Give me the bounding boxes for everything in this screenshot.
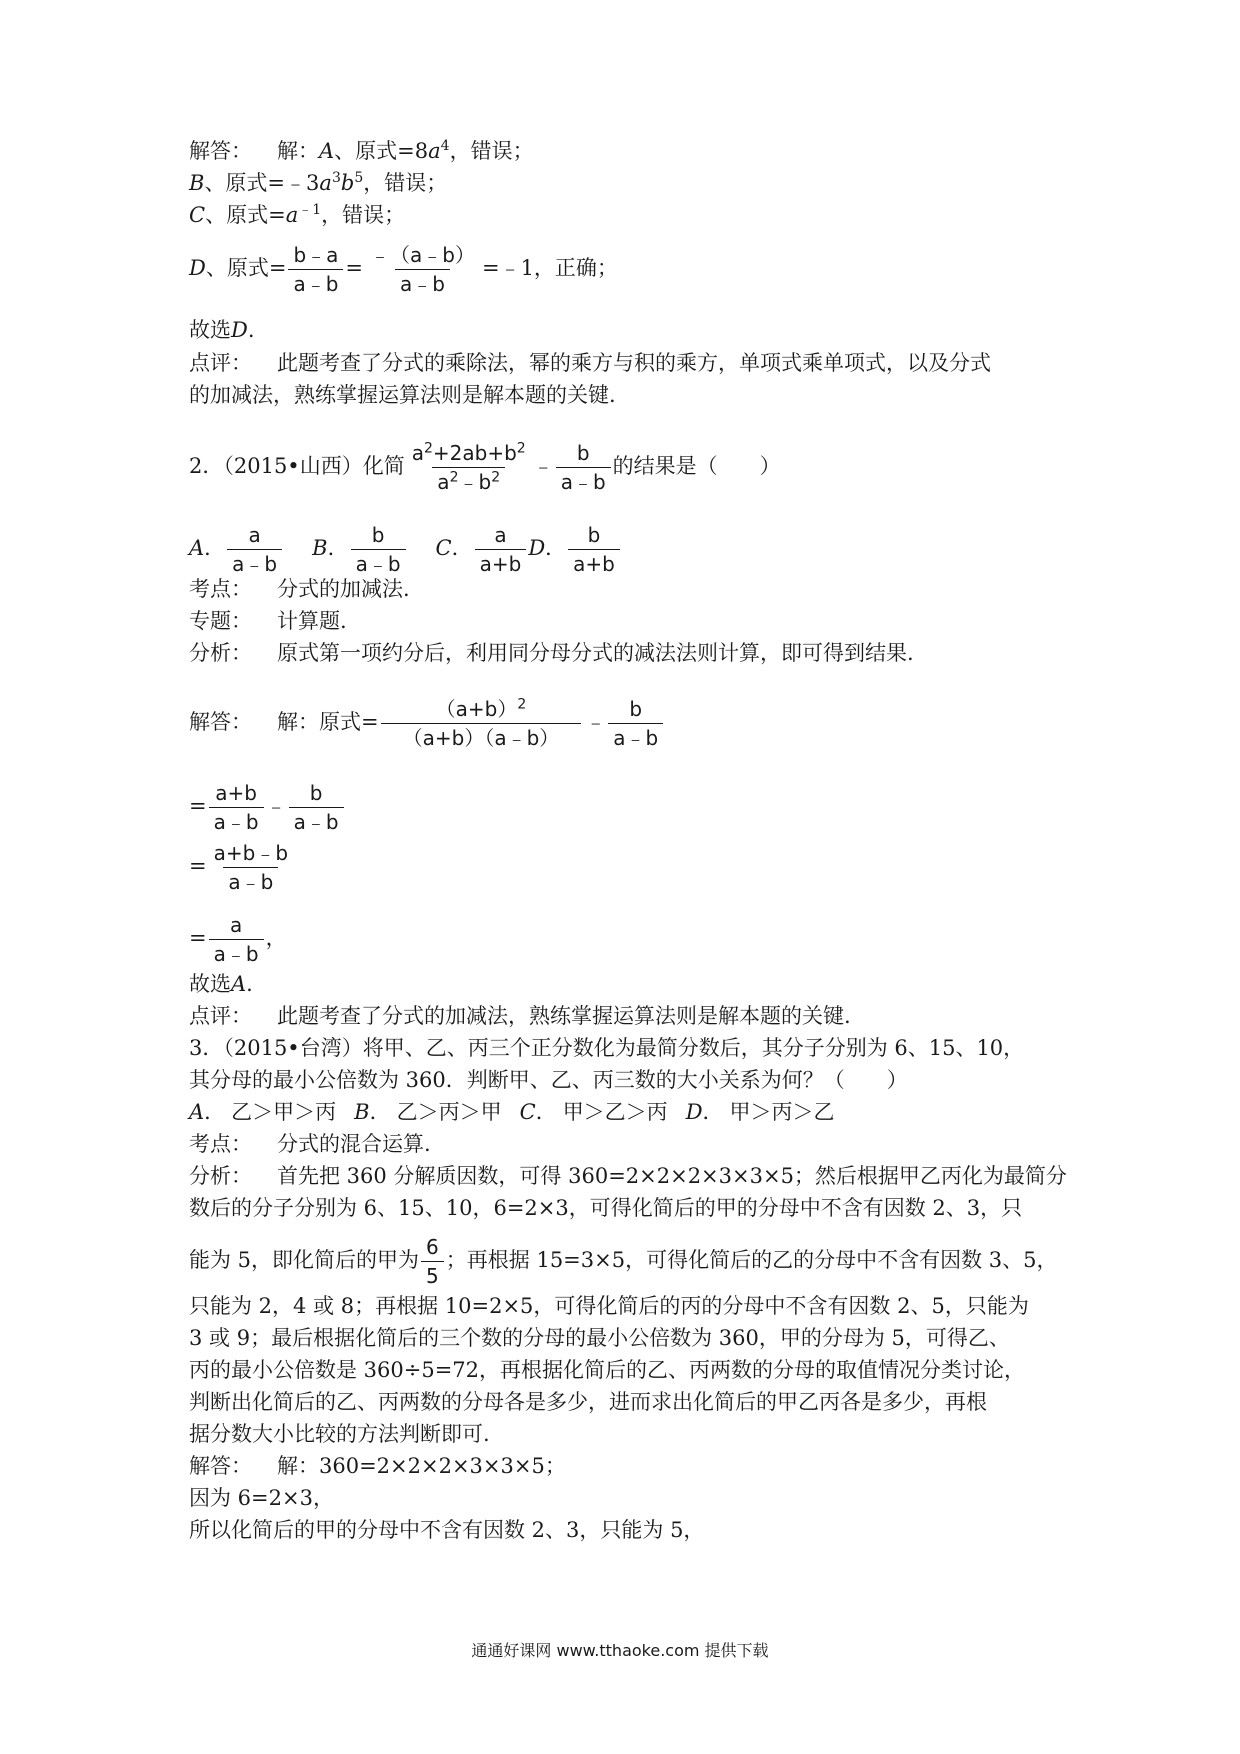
option-letter: B	[312, 536, 328, 560]
term: （a+b）	[435, 697, 518, 721]
denominator: a﹣b	[209, 939, 264, 967]
numerator: b	[309, 781, 323, 805]
variable: a	[319, 171, 332, 195]
option-letter: D	[685, 1100, 703, 1124]
zhuanti-label: 专题：	[189, 609, 252, 633]
numerator: b	[587, 523, 601, 547]
comment-text: 此题考查了分式的加减法，熟练掌握运算法则是解本题的关键.	[277, 1004, 851, 1028]
kaodian-text: 分式的加减法.	[277, 577, 410, 601]
numerator: b﹣a	[293, 243, 339, 267]
q1-comment-line2	[189, 380, 616, 410]
fenxi-text: 3 或 9；最后根据化简后的三个数的分母的最小公倍数为 360，甲的分母为 5，可得乙、	[189, 1326, 1010, 1350]
fraction	[407, 440, 531, 495]
kaodian-label: 考点：	[189, 577, 252, 601]
jieda-text: 解：360=2×2×2×3×3×5；	[277, 1454, 566, 1478]
denominator	[432, 467, 505, 495]
q3-fenxi-line4	[189, 1291, 1029, 1321]
option-b-text: 乙＞丙＞甲	[396, 1100, 502, 1124]
q1-answer-line-d	[189, 242, 618, 297]
fenxi-label: 分析：	[189, 1164, 252, 1188]
q3-fenxi-line8	[189, 1419, 490, 1449]
q3-options	[189, 1097, 835, 1127]
exponent: 3	[331, 170, 341, 186]
numerator: b	[371, 523, 385, 547]
option-a-fraction	[227, 522, 282, 577]
fraction	[381, 696, 582, 751]
comment-text: 此题考查了分式的乘除法，幂的乘方与积的乘方，单项式乘单项式，以及分式	[277, 351, 991, 375]
denominator: a﹣b	[351, 549, 406, 577]
answer-text: 、原式=	[205, 203, 286, 227]
numerator	[407, 440, 531, 467]
q2-jieda-line1	[189, 696, 665, 751]
choice-text: 故选	[189, 972, 231, 996]
q3-fenxi-line2	[189, 1193, 1022, 1223]
equals-sign: =	[189, 854, 207, 878]
option-d-fraction	[568, 522, 620, 577]
option-letter: C	[435, 536, 452, 560]
option-letter: B	[354, 1100, 370, 1124]
fraction	[608, 696, 663, 751]
fenxi-text: 原式第一项约分后，利用同分母分式的减法法则计算，即可得到结果.	[277, 641, 914, 665]
fenxi-text: ；再根据 15=3×5，可得化简后的乙的分母中不含有因数 3、5，	[445, 1248, 1058, 1272]
q3-fenxi-line5	[189, 1323, 1010, 1353]
q2-step3	[189, 840, 295, 895]
fenxi-text: 只能为 2，4 或 8；再根据 10=2×5，可得化简后的丙的分母中不含有因数 2、5，只能为	[189, 1294, 1029, 1318]
answer-text: ，错误；	[321, 203, 406, 227]
q2-options	[189, 522, 622, 577]
q3-jieda-line3	[189, 1515, 704, 1545]
jieda-text: 所以化简后的甲的分母中不含有因数 2、3，只能为 5，	[189, 1518, 705, 1542]
exponent: 2	[517, 696, 527, 713]
denominator: a﹣b	[556, 467, 611, 495]
numerator: a	[229, 913, 243, 937]
q3-stem-line1	[189, 1033, 1024, 1063]
jieda-text: 因为 6=2×3，	[189, 1486, 334, 1510]
exponent: 2	[491, 469, 501, 486]
exponent: 2	[449, 469, 459, 486]
fenxi-text: 丙的最小公倍数是 360÷5=72，再根据化简后的乙、丙两数的分母的取值情况分类讨论，	[189, 1358, 1026, 1382]
minus-sign: ﹣	[532, 454, 554, 478]
answer-text: ，错误；	[363, 171, 448, 195]
zhuanti-text: 计算题.	[277, 609, 347, 633]
denominator: a﹣b	[288, 269, 343, 297]
numerator: a	[494, 523, 507, 547]
numerator: a+b﹣b	[213, 841, 289, 865]
q2-zhuanti	[189, 606, 347, 636]
numerator: a	[248, 523, 261, 547]
comment-text: 的加减法，熟练掌握运算法则是解本题的关键.	[189, 383, 616, 407]
q1-comment-line1	[189, 348, 991, 378]
denominator: a+b	[475, 549, 527, 577]
option-sep: ．	[535, 1100, 557, 1124]
q1-choice	[189, 315, 255, 345]
fenxi-text: 首先把 360 分解质因数，可得 360=2×2×2×3×3×5；然后根据甲乙丙化为最简分	[277, 1164, 1067, 1188]
comment-label: 点评：	[189, 351, 252, 375]
variable: a	[437, 470, 450, 494]
denominator: a﹣b	[227, 549, 282, 577]
equals-sign: =	[189, 926, 207, 950]
option-sep: ．	[702, 1100, 724, 1124]
jieda-text: 解：原式=	[277, 710, 379, 734]
answer-text: 、原式=	[205, 256, 287, 280]
denominator: a+b	[568, 549, 620, 577]
option-letter: D	[528, 536, 546, 560]
minus-sign: ﹣	[585, 710, 607, 734]
option-letter: A	[189, 536, 205, 560]
page-footer: 通通好课网 www.tthaoke.com 提供下载	[471, 1641, 769, 1660]
denominator: （a+b）（a﹣b）	[381, 723, 582, 751]
option-sep: ．	[369, 1100, 391, 1124]
numerator: ﹣（a﹣b）	[370, 243, 475, 267]
jieda-label: 解答：	[189, 1454, 252, 1478]
numerator: b	[576, 441, 590, 465]
denominator: a﹣b	[395, 269, 450, 297]
fenxi-text: 数后的分子分别为 6、15、10，6=2×3，可得化简后的甲的分母中不含有因数 2、3，只	[189, 1196, 1023, 1220]
fraction	[365, 242, 480, 297]
answer-text: 解：	[277, 139, 319, 163]
q3-fenxi-line3	[189, 1234, 1058, 1289]
q3-fenxi-line7	[189, 1387, 987, 1417]
term: ﹣b	[458, 470, 492, 494]
q1-answer-line-a	[189, 136, 534, 166]
fraction	[209, 780, 264, 835]
answer-text: 、原式=﹣3	[204, 171, 320, 195]
question-text: 2．（2015•山西）化简	[189, 454, 405, 478]
numerator: 6	[426, 1235, 439, 1259]
option-letter: B	[189, 171, 205, 195]
choice-text: .	[247, 318, 255, 342]
variable: a	[285, 203, 299, 227]
q3-stem-line2	[189, 1065, 908, 1095]
variable: a	[428, 139, 441, 163]
q1-answer-line-b	[189, 168, 447, 198]
option-c-text: 甲＞乙＞丙	[562, 1100, 668, 1124]
q3-fenxi-line1	[189, 1161, 1067, 1191]
exponent: 4	[440, 138, 450, 154]
option-letter: A	[319, 139, 335, 163]
denominator: a﹣b	[209, 807, 264, 835]
exponent: 5	[354, 170, 364, 186]
fraction	[289, 780, 344, 835]
option-b-fraction	[351, 522, 406, 577]
fraction	[556, 440, 611, 495]
variable: b	[340, 171, 355, 195]
option-sep: ．	[327, 536, 349, 560]
comment-label: 点评：	[189, 1004, 252, 1028]
q2-kaodian	[189, 574, 410, 604]
answer-label: 解答：	[189, 139, 252, 163]
option-letter: A	[231, 972, 247, 996]
punctuation: ，	[265, 926, 287, 950]
option-sep: ．	[545, 536, 567, 560]
answer-text: ，错误；	[449, 139, 534, 163]
numerator: b	[629, 697, 643, 721]
kaodian-text: 分式的混合运算.	[277, 1132, 431, 1156]
q2-fenxi	[189, 638, 914, 668]
term: +2ab+b	[432, 441, 517, 465]
exponent: ﹣1	[298, 202, 322, 218]
option-sep: ．	[204, 536, 226, 560]
jieda-label: 解答：	[189, 710, 252, 734]
answer-text: =﹣1，正确；	[481, 256, 618, 280]
numerator: a+b	[215, 781, 257, 805]
question-text: 的结果是（ ）	[612, 454, 781, 478]
option-d-text: 甲＞丙＞乙	[729, 1100, 835, 1124]
minus-sign: ﹣	[265, 794, 287, 818]
denominator: 5	[421, 1261, 444, 1289]
question-text: 3．（2015•台湾）将甲、乙、丙三个正分数化为最简分数后，其分子分别为 6、15、10，	[189, 1036, 1025, 1060]
q3-kaodian	[189, 1129, 431, 1159]
option-sep: ．	[204, 1100, 226, 1124]
fenxi-label: 分析：	[189, 641, 252, 665]
denominator: a﹣b	[608, 723, 663, 751]
q3-jieda-line1	[189, 1451, 566, 1481]
equals-sign: =	[189, 794, 207, 818]
option-letter: D	[231, 318, 248, 342]
fraction	[421, 1234, 444, 1289]
numerator	[414, 696, 549, 723]
fraction	[288, 242, 343, 297]
option-c-fraction	[475, 522, 527, 577]
variable: a	[411, 441, 424, 465]
q2-step2	[189, 780, 346, 835]
denominator: a﹣b	[223, 867, 278, 895]
q3-jieda-line2	[189, 1483, 334, 1513]
exponent: 2	[423, 440, 433, 457]
answer-text: 、原式=8	[334, 139, 429, 163]
choice-text: 故选	[189, 318, 231, 342]
q2-step4	[189, 912, 287, 967]
fenxi-text: 判断出化简后的乙、丙两数的分母各是多少，进而求出化简后的甲乙丙各是多少，再根	[189, 1390, 987, 1414]
q2-choice	[189, 969, 253, 999]
option-letter: C	[519, 1100, 536, 1124]
option-letter: C	[189, 203, 206, 227]
q1-answer-line-c	[189, 200, 405, 230]
q3-fenxi-line6	[189, 1355, 1025, 1385]
exponent: 2	[516, 440, 526, 457]
question-text: 其分母的最小公倍数为 360．判断甲、乙、丙三数的大小关系为何？（ ）	[189, 1068, 908, 1092]
equals-sign: =	[345, 256, 364, 280]
option-sep: ．	[451, 536, 473, 560]
fraction	[209, 840, 293, 895]
option-letter: D	[189, 256, 206, 280]
option-a-text: 乙＞甲＞丙	[231, 1100, 337, 1124]
q2-comment	[189, 1001, 851, 1031]
fenxi-text: 能为 5，即化简后的甲为	[189, 1248, 420, 1272]
kaodian-label: 考点：	[189, 1132, 252, 1156]
q2-stem	[189, 440, 781, 495]
option-letter: A	[189, 1100, 205, 1124]
fraction	[209, 912, 264, 967]
choice-text: .	[246, 972, 253, 996]
fenxi-text: 据分数大小比较的方法判断即可.	[189, 1422, 490, 1446]
denominator: a﹣b	[289, 807, 344, 835]
